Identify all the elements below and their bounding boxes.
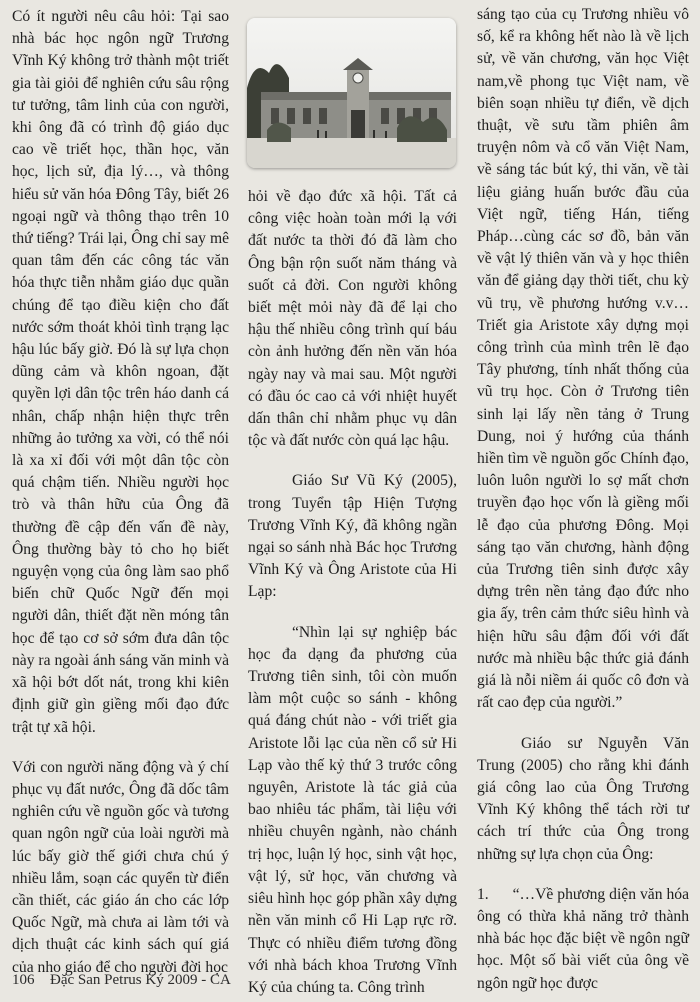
text-column-left [12,6,229,979]
paragraph: Với con người năng động và ý chí phục vụ đất nước, Ông đã dốc tâm nghiên cứu về nguồn gốc và tương quan ngôn ngữ của loài người mà lúc bấy giờ thế giới chưa chú ý nhiều lắm, soạn các quyển từ điển cần thiết, các giáo án cho các lớp Quốc Ngữ, mà chưa ai làm tới và dịch thuật các kinh sách quí giá của nho giáo để cho người đời học [12,758,229,976]
paragraph: hỏi về đạo đức xã hội. Tất cả công việc hoàn toàn mới lạ với đất nước ta thời đó đã làm cho Ông bận rộn suốt năm tháng và suốt cả đời. Con người không biết mệt mỏi này đã để lại cho hậu thế nhiều công trình quí báu còn ảnh hưởng đến nền văn hóa ngày nay và mai sau. Một người có đầu óc cao cả với nhiệt huyết dấn thân chỉ nhằm phục vụ dân tộc và đất nước còn quá lạc hậu. [248,188,457,450]
list-number: 1. [477,885,489,903]
text-column-right [477,4,689,995]
school-building-photo [247,18,456,168]
page-number: 106 [12,972,35,988]
paragraph: Giáo sư Nguyễn Văn Trung (2005) cho rằng khi đánh giá công lao của Ông Trương Vĩnh Ký không thể tách rời tư cách trí thức của Ông trong những sự lựa chọn của Ông: [477,734,689,863]
quotation: “Nhìn lại sự nghiệp bác học đa dạng đa phương của Trương tiên sinh, tôi còn muốn làm một cuộc so sánh - không quá đáng chút nào - với triết gia Aristote lỗi lạc của nền cổ sử Hi Lạp vào thế kỷ thứ 3 trước công nguyên, Aristote là tác giả của bao nhiêu tác phẩm, tài liệu với nhiều chuyên ngành, nào chánh trị học, luận lý học, sinh vật học, vật lý, sử học, văn chương và siêu hình học góp phần xây dựng nền văn minh cổ Hi Lạp rực rỡ. Thực có nhiều điểm tương đồng với nhà bách khoa Trương Vĩnh Ký của chúng ta. Công trình [248,623,457,996]
school-photo-image [247,18,456,168]
quotation-text: “…Về phương diện văn hóa ông có thừa khả năng trở thành nhà bác học đặc biệt về ngôn ngữ học. Một số bài viết của ông về ngôn ngữ học được [477,885,690,992]
quotation-continued: sáng tạo của cụ Trương nhiều vô số, kể ra không hết nào là về lịch sử, về văn chương, văn học Việt nam,về phong tục Việt nam, về biên soạn nhiều tự điển, về dịch thuật, về sưu tầm phiên âm truyện nôm và cổ văn Việt Nam, về sáng tác bút ký, thi văn, về tài liệu giảng huấn bước đầu của Việt ngữ, tiếng Hán, tiếng Pháp…cùng các sơ đồ, bản văn về vật lý thiên văn và y học thiên văn để giảng dạy thời tiết, chu kỳ vũ trụ, về phương hướng v.v…Triết gia Aristote xây dựng mọi công trình của mình trên lẽ đạo Tây phương, tính nhất thống của vũ trụ học. Còn ở Trương tiên sinh lại lấy nền tảng ở Trung Dung, noi ý hướng của thánh hiền tìm về nguồn gốc Chính đạo, luôn luôn người lo sợ mất chơn truyền đạo học vốn là giềng mối lễ đạo của phương Đông. Mọi sáng tạo văn chương, hành động của Trương tiên sinh được xây dựng trên nền tảng đạo đức nho gia ấy, trên cảm thức siêu hình và hiện hữu sâu đậm đối với đất nước mà nhiều bậc thức giả đánh giá là nỗi niềm ái quốc cô đơn và rất cao đẹp của người.” [477,6,689,712]
text-column-middle [248,186,457,999]
magazine-title: Đặc San Petrus Ký 2009 - CA [50,972,231,988]
paragraph: Giáo Sư Vũ Ký (2005), trong Tuyển tập Hiện Tượng Trương Vĩnh Ký, đã không ngần ngại so sánh nhà Bác học Trương Vĩnh Ký và Ông Aristote của Hi Lạp: [248,472,457,601]
numbered-quotation [477,884,689,995]
paragraph: Có ít người nêu câu hỏi: Tại sao nhà bác học ngôn ngữ Trương Vĩnh Ký không trở thành một triết gia tài giỏi để nghiên cứu sâu rộng tư tưởng, tâm linh của con người, khi ông đã có trình độ giáo dục cao về triết học, thần học, văn học, lịch sử, địa lý…, và thông hiểu sử văn hóa Đông Tây, biết 26 ngoại ngữ và thông thạo trên 10 thứ tiếng? Trái lại, Ông chỉ say mê quan tâm đến các công tác văn hóa thực tiễn nhằm giáo dục quần chúng để tạo điều kiện cho đất nước sớm thoát khỏi tình trạng lạc hậu lúc bấy giờ. Đó là sự lựa chọn dũng cảm và khôn ngoan, đặt quyền lợi dân tộc trên háo danh cá nhân, chấp nhận hiện thực trên những ảo tưởng xa vời, có thể nói là xa xỉ đối với một dân tộc còn quá chậm tiến. Nhiều người học trò và thân hữu của Ông đã thường đề cập đến vấn đề này, Ông thường bày tỏ cho họ biết nguyện vọng của ông làm sao phổ biến chữ Quốc Ngữ đến mọi người dân, thiết đặt nền móng tân học để tạo cơ sở sớm đưa dân tộc này ra ngoài ánh sáng văn minh và xã hội bớt dốt nát, trong khi kiên định giữ gìn giềng mối đạo đức trật tự xã hội. [12,8,229,736]
